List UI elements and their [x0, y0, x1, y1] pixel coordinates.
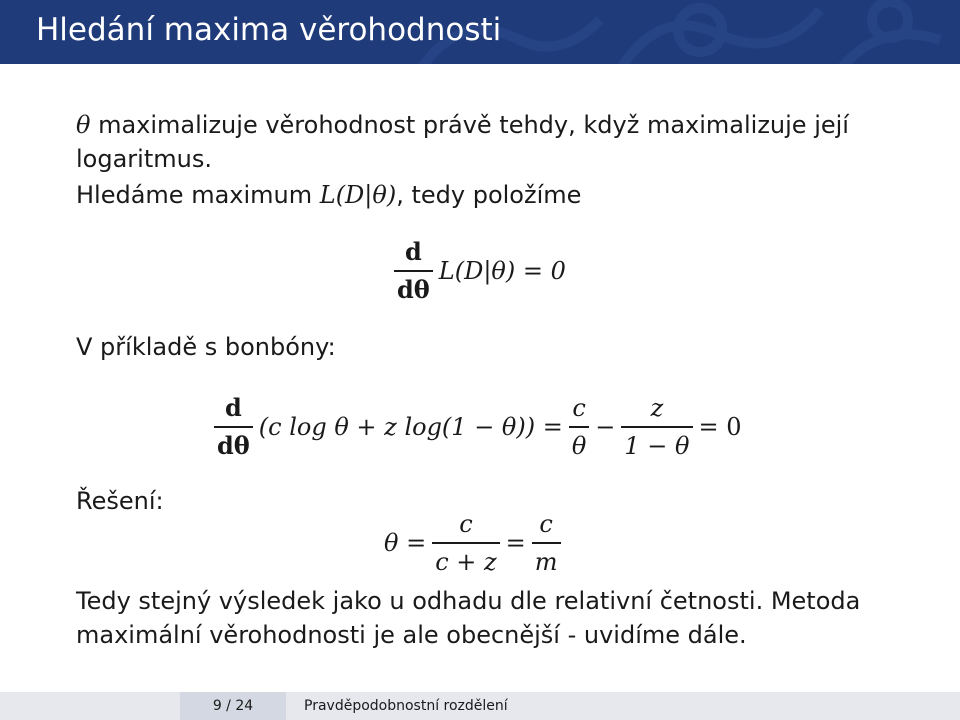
eq3-lhs: θ = [384, 528, 427, 557]
eq2-f2-den: 1 − θ [624, 431, 690, 460]
intro-text-3b: , tedy položíme [396, 181, 582, 209]
theta-symbol: θ [76, 111, 91, 139]
eq3-fraction-1 [432, 506, 499, 580]
intro-line-3 [76, 178, 581, 212]
eq3-f2-num: c [539, 510, 553, 538]
eq1-rest: L(D|θ) = 0 [438, 256, 566, 285]
derivative-fraction [394, 234, 433, 308]
intro-line-1 [76, 108, 849, 142]
derivative-den: dθ [397, 274, 430, 304]
eq2-fraction-2 [621, 390, 692, 464]
example-label: V příkladě s bonbóny: [76, 333, 336, 361]
conclusion-line-1: Tedy stejný výsledek jako u odhadu dle relativní četnosti. Metoda [76, 587, 861, 615]
eq2-f1-num: c [572, 394, 586, 422]
intro-text-1: maximalizuje věrohodnost právě tehdy, když maximalizuje její [90, 111, 849, 139]
intro-text-3a: Hledáme maximum [76, 181, 320, 209]
eq2-expr: (c log θ + z log(1 − θ)) = [258, 412, 563, 441]
footer-bar [0, 692, 960, 720]
eq2-f2-num: z [650, 394, 664, 422]
footer-section-title: Pravděpodobnostní rozdělení [304, 698, 508, 714]
equation-log-derivative [208, 390, 742, 464]
page-number: 9 / 24 [180, 692, 286, 720]
eq2-derivative [214, 390, 253, 464]
eq2-f1-den: θ [571, 431, 587, 460]
eq3-f1-num: c [459, 510, 473, 538]
title-bar [0, 0, 960, 64]
eq2-d-den: dθ [217, 430, 250, 460]
eq2-d-num: d [225, 393, 242, 422]
eq2-minus: − [595, 412, 616, 441]
derivative-num: d [405, 237, 422, 266]
eq3-fraction-2 [532, 506, 561, 580]
eq3-f1-den: c + z [435, 547, 497, 576]
equation-derivative-zero [388, 234, 566, 308]
eq2-tail: = 0 [698, 412, 742, 441]
equation-solution [384, 506, 567, 580]
eq3-f2-den: m [534, 547, 558, 576]
likelihood-expr: L(D|θ) [319, 181, 397, 209]
intro-line-2: logaritmus. [76, 145, 212, 173]
eq2-fraction-1 [569, 390, 589, 464]
conclusion-line-2: maximální věrohodnosti je ale obecnější - uvidíme dále. [76, 621, 747, 649]
slide-title: Hledání maxima věrohodnosti [36, 12, 502, 48]
solution-label: Řešení: [76, 487, 164, 515]
eq3-equals: = [505, 528, 526, 557]
